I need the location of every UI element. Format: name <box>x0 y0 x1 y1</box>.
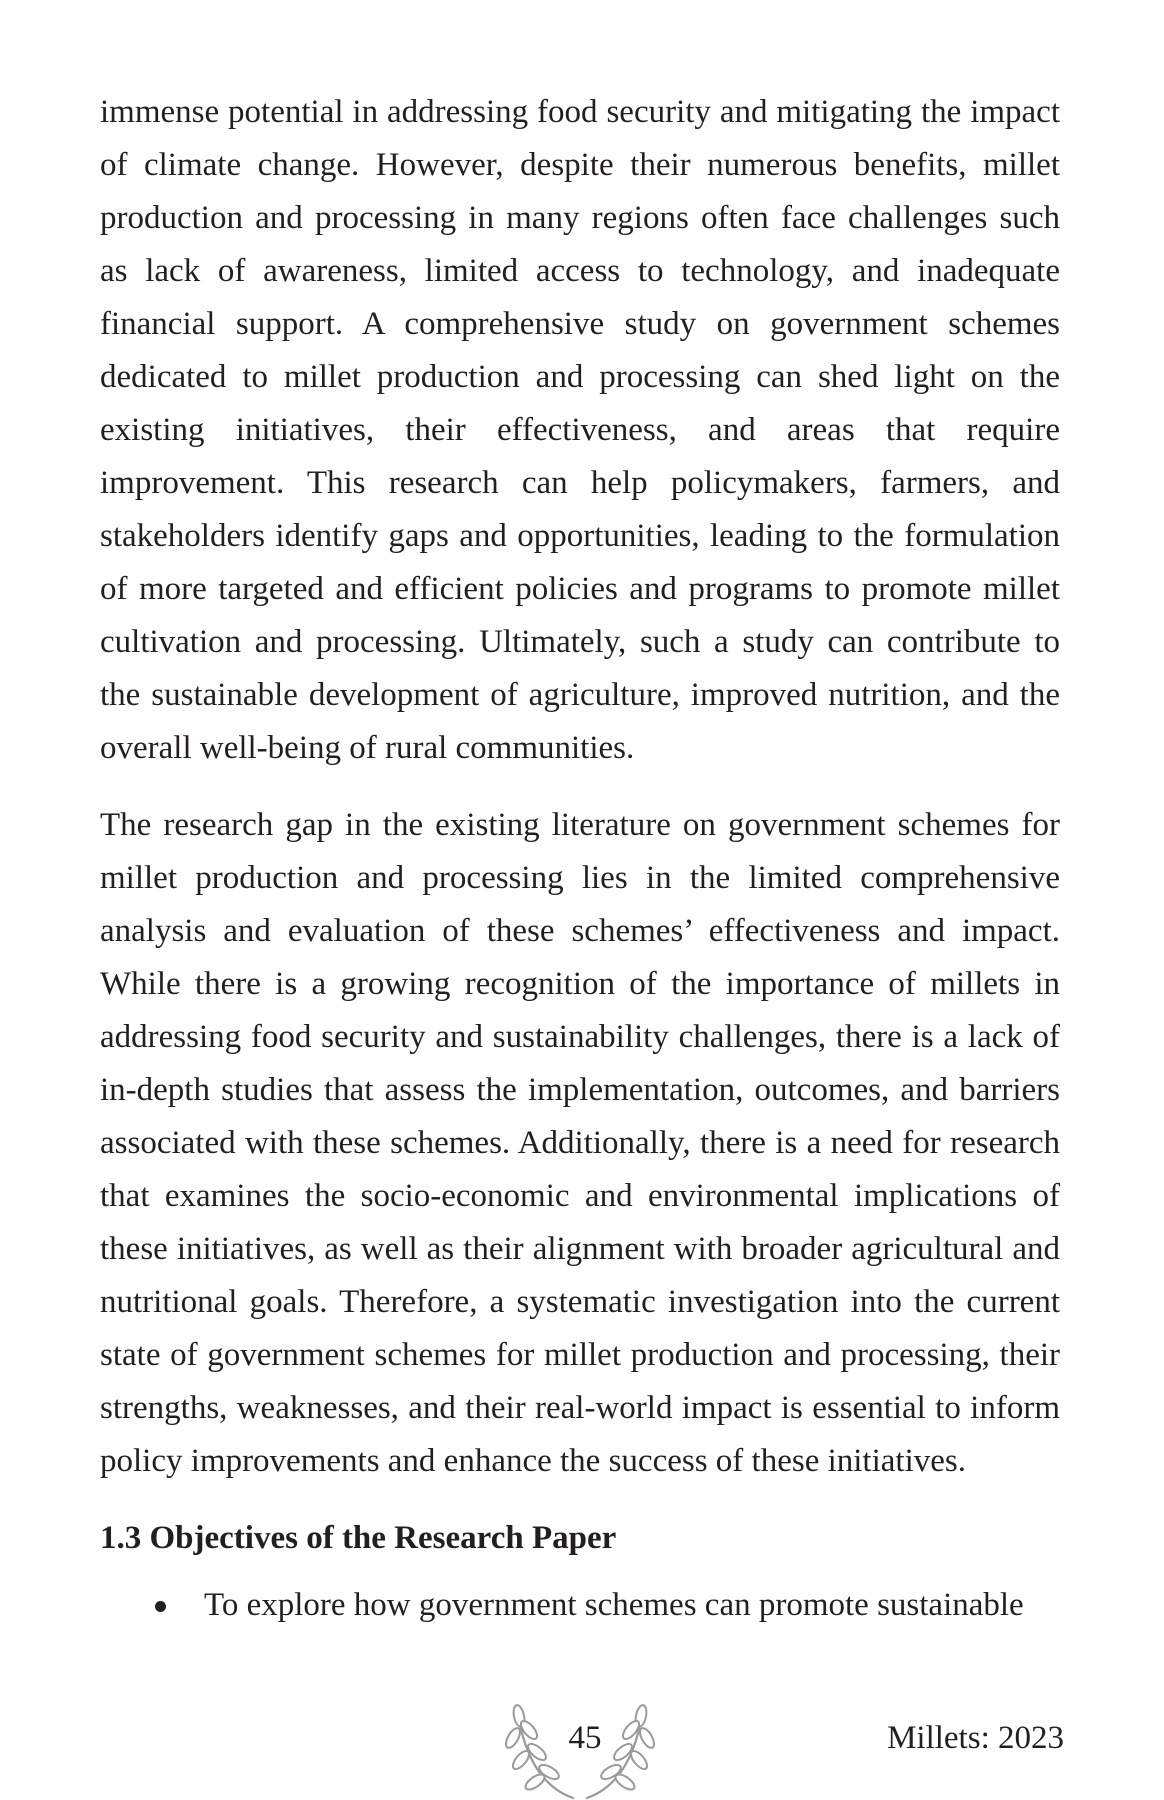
body-paragraph-2: The research gap in the existing literature on government schemes for millet production and processing lies in the limited comprehensive analysis and evaluation of these schemes’ effectiveness and impact. While there is a growing recognition of the importance of millets in addressing food security and sustainability challenges, there is a lack of in-depth studies that assess the implementation, outcomes, and barriers associated with these schemes. Additionally, there is a need for research that examines the socio-economic and environmental implications of these initiatives, as well as their alignment with broader agricultural and nutritional goals. Therefore, a systematic investigation into the current state of government schemes for millet production and processing, their strengths, weaknesses, and their real-world impact is essential to inform policy improvements and enhance the success of these initiatives. <box>100 807 1060 1479</box>
page-number: 45 <box>568 1720 602 1756</box>
body-paragraph-1: immense potential in addressing food security and mitigating the impact of climate change. However, despite their numerous benefits, millet production and processing in many regions often face challenges such as lack of awareness, limited access to technology, and inadequate financial support. A comprehensive study on government schemes dedicated to millet production and processing can shed light on the existing initiatives, their effectiveness, and areas that require improvement. This research can help policymakers, farmers, and stakeholders identify gaps and opportunities, leading to the formulation of more targeted and efficient policies and programs to promote millet cultivation and processing. Ultimately, such a study can contribute to the sustainable development of agriculture, improved nutrition, and the overall well-being of rural communities. <box>100 94 1060 766</box>
section-heading: 1.3 Objectives of the Research Paper <box>100 1520 617 1556</box>
running-footer-title: Millets: 2023 <box>887 1720 1064 1756</box>
objectives-list <box>100 1579 1060 1632</box>
page-footer <box>0 1700 1164 1800</box>
list-item <box>100 1579 1060 1632</box>
list-item-text: To explore how government schemes can promote sustainable <box>204 1587 1024 1623</box>
bullet-icon <box>155 1601 166 1612</box>
page-body <box>100 86 1060 1632</box>
